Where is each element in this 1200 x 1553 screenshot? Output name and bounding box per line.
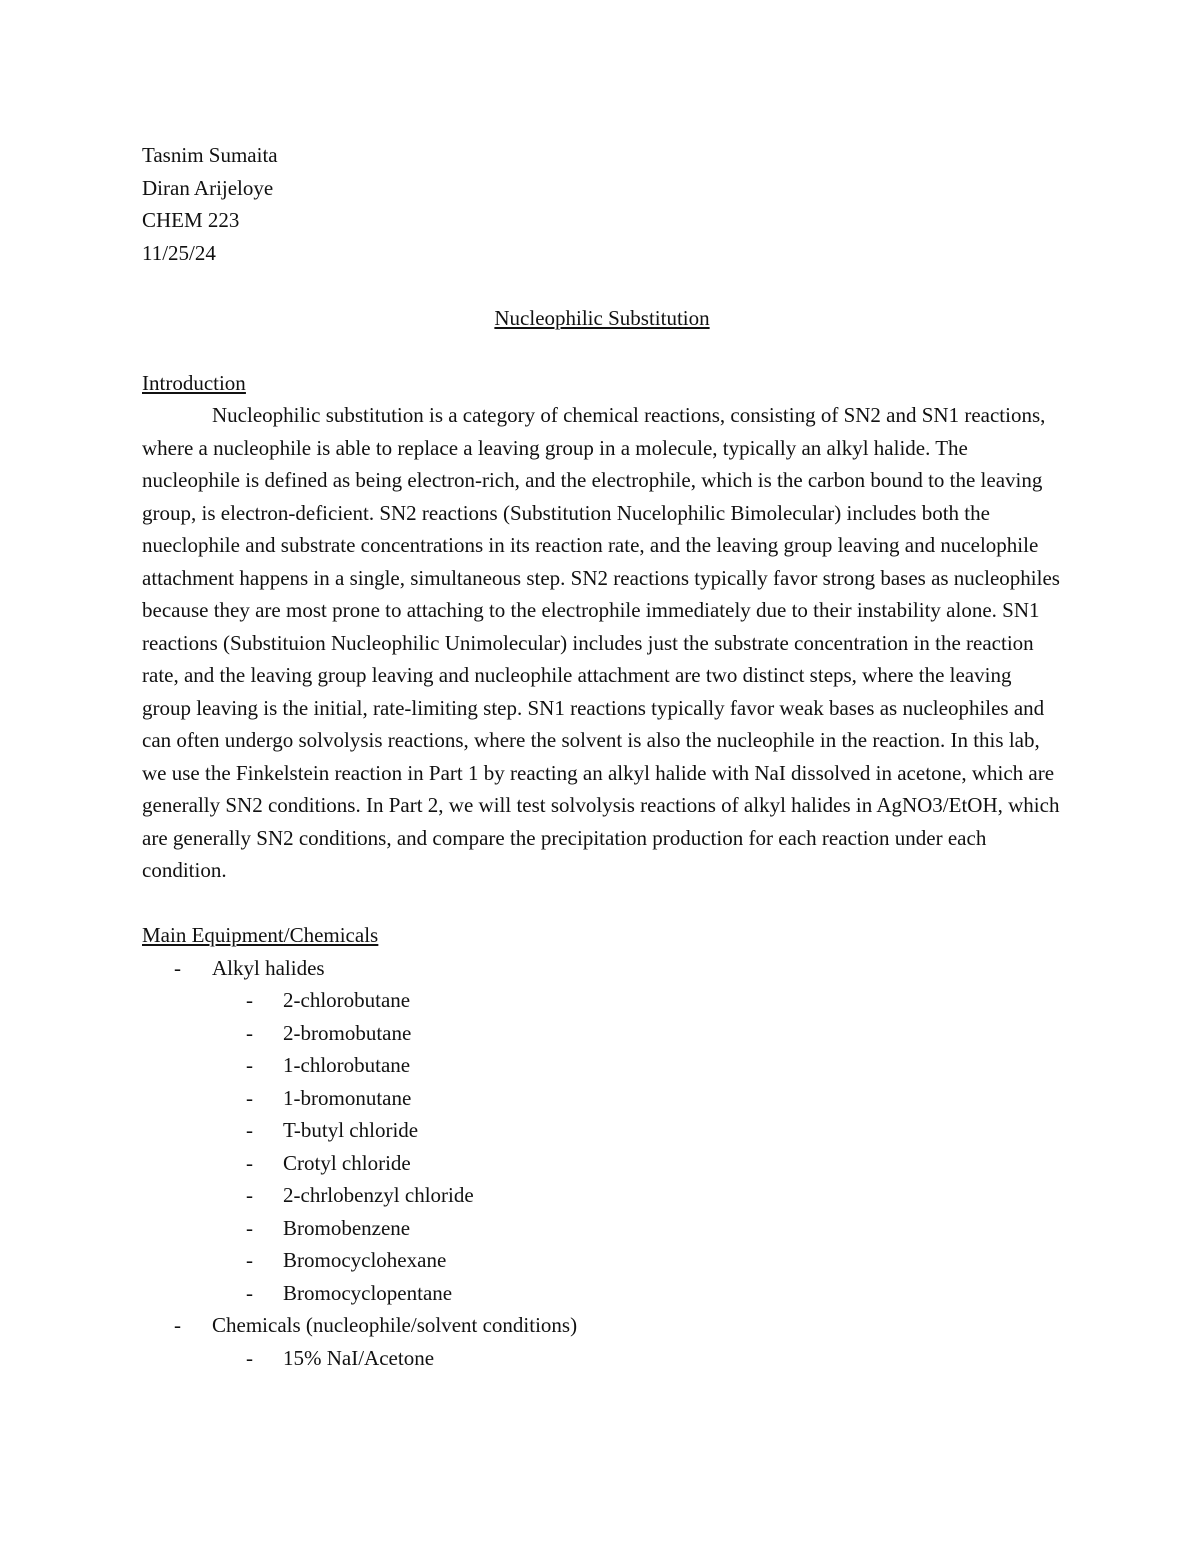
list-item bbox=[142, 1049, 1062, 1082]
list-item bbox=[142, 1244, 1062, 1277]
equipment-list bbox=[142, 952, 1062, 985]
list-item bbox=[142, 1082, 1062, 1115]
dash-bullet: - bbox=[246, 988, 253, 1012]
list-item bbox=[142, 1277, 1062, 1310]
dash-bullet: - bbox=[246, 1020, 253, 1045]
author-name: Tasnim Sumaita bbox=[142, 143, 278, 167]
equipment-heading-text: Main Equipment/Chemicals bbox=[142, 923, 379, 947]
dash-bullet: - bbox=[246, 1345, 253, 1370]
list-item-label: Alkyl halides bbox=[212, 955, 325, 980]
course-code: CHEM 223 bbox=[142, 208, 240, 232]
dash-bullet: - bbox=[246, 1053, 253, 1077]
report-date: 11/25/24 bbox=[142, 240, 216, 265]
list-item-label: 15% NaI/Acetone bbox=[283, 1345, 435, 1370]
dash-bullet: - bbox=[246, 1085, 253, 1110]
document-title-line bbox=[142, 302, 1062, 335]
list-item bbox=[142, 1017, 1062, 1050]
introduction-heading bbox=[142, 367, 1062, 400]
list-item-label: T-butyl chloride bbox=[283, 1118, 419, 1142]
equipment-heading bbox=[142, 919, 1062, 952]
equipment-list-continued bbox=[142, 1309, 1062, 1342]
dash-bullet: - bbox=[174, 955, 181, 980]
spacer bbox=[142, 334, 1062, 367]
list-item-label: Crotyl chloride bbox=[283, 1150, 411, 1175]
list-item bbox=[142, 1212, 1062, 1245]
dash-bullet: - bbox=[246, 1215, 253, 1240]
spacer bbox=[142, 887, 1062, 920]
list-item-label: 1-chlorobutane bbox=[283, 1053, 411, 1077]
document-content bbox=[142, 139, 1062, 1374]
list-item-label: 2-chlorobutane bbox=[283, 988, 411, 1012]
dash-bullet: - bbox=[246, 1183, 253, 1207]
list-item-label: Bromobenzene bbox=[283, 1215, 411, 1240]
list-item-alkyl-halides bbox=[142, 952, 1062, 985]
list-item-label: 2-chrlobenzyl chloride bbox=[283, 1183, 474, 1207]
dash-bullet: - bbox=[174, 1313, 181, 1337]
list-item bbox=[142, 1114, 1062, 1147]
list-item-label: Bromocyclopentane bbox=[283, 1280, 453, 1305]
list-item bbox=[142, 1147, 1062, 1180]
list-item-chemicals bbox=[142, 1309, 1062, 1342]
introduction-heading-text: Introduction bbox=[142, 370, 246, 395]
chemicals-sublist bbox=[142, 1342, 1062, 1375]
list-item bbox=[142, 1342, 1062, 1375]
document-title: Nucleophilic Substitution bbox=[494, 305, 710, 330]
dash-bullet: - bbox=[246, 1280, 253, 1305]
list-item-label: 2-bromobutane bbox=[283, 1020, 412, 1045]
alkyl-halides-sublist bbox=[142, 984, 1062, 1309]
list-item bbox=[142, 1179, 1062, 1212]
dash-bullet: - bbox=[246, 1118, 253, 1142]
introduction-paragraph: Nucleophilic substitution is a category of chemical reactions, consisting of SN2 and SN1 reactions, where a nucleophile is able to replace a leaving group in a molecule, typically an alkyl halide. The nucleophile is defined as being electron-rich, and the electrophile, which is the carbon bound to the leaving group, is electron-deficient. SN2 reactions (Substitution Nucelophilic Bimolecular) includes both the nueclophile and substrate concentrations in its reaction rate, and the leaving group leaving and nucelophile attachment happens in a single, simultaneous step. SN2 reactions typically favor strong bases as nucleophiles because they are most prone to attaching to the electrophile immediately due to their instability alone. SN1 reactions (Substituion Nucleophilic Unimolecular) includes just the substrate concentration in the reaction rate, and the leaving group leaving and nucleophile attachment are two distinct steps, where the leaving group leaving is the initial, rate-limiting step. SN1 reactions typically favor weak bases as nucleophiles and can often undergo solvolysis reactions, where the solvent is also the nucleophile in the reaction. In this lab, we use the Finkelstein reaction in Part 1 by reacting an alkyl halide with NaI dissolved in acetone, which are generally SN2 conditions. In Part 2, we will test solvolysis reactions of alkyl halides in AgNO3/EtOH, which are generally SN2 conditions, and compare the precipitation production for each reaction under each condition. bbox=[142, 403, 1060, 882]
list-item-label: Chemicals (nucleophile/solvent conditions) bbox=[212, 1313, 578, 1337]
list-item-label: 1-bromonutane bbox=[283, 1085, 412, 1110]
list-item bbox=[142, 984, 1062, 1017]
dash-bullet: - bbox=[246, 1150, 253, 1175]
list-item-label: Bromocyclohexane bbox=[283, 1248, 447, 1272]
partner-name: Diran Arijeloye bbox=[142, 175, 274, 200]
spacer bbox=[142, 269, 1062, 302]
dash-bullet: - bbox=[246, 1248, 253, 1272]
